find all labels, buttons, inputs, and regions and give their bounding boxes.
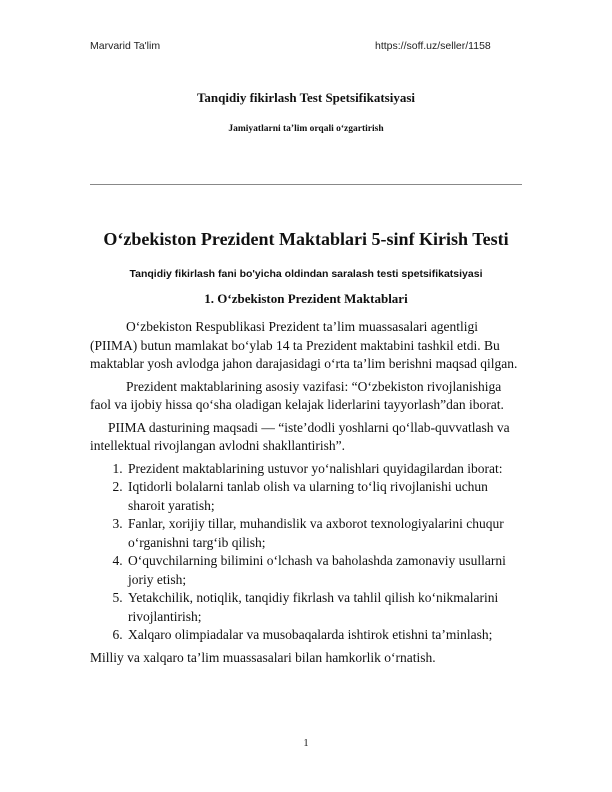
paragraph-3: PIIMA dasturining maqsadi — “iste’dodli yoshlarni qo‘llab-quvvatlash va intellektual rivojlangan avlodni shakllantirish”. [90,419,510,453]
document-subtitle: Jamiyatlarni ta’lim orqali o‘zgartirish [228,124,384,134]
list-item: 5. Yetakchilik, notiqlik, tanqidiy fikrlash va tahlil qilish ko‘nikmalarini rivojlantirish; [126,589,522,626]
priority-list [90,460,522,645]
list-item: 1. Prezident maktablarining ustuvor yo‘nalishlari quyidagilardan iborat: [126,460,522,479]
header-author: Marvarid Ta'lim [90,40,161,52]
document-title: Tanqidiy fikirlash Test Spetsifikatsiyasi [196,90,416,105]
list-item: 2. Iqtidorli bolalarni tanlab olish va ularning to‘liq rivojlanishi uchun sharoit yaratish; [126,478,522,515]
paragraph-4: Milliy va xalqaro ta’lim muassasalari bilan hamkorlik o‘rnatish. [90,649,436,665]
list-item: 3. Fanlar, xorijiy tillar, muhandislik va axborot texnologiyalarini chuqur o‘rganishni targ‘ib qilish; [126,515,522,552]
page-subtitle: Tanqidiy fikirlash fani bo'yicha oldindan saralash testi spetsifikatsiyasi [129,268,483,280]
paragraph-2: Prezident maktablarining asosiy vazifasi: “O‘zbekiston rivojlanishiga faol va ijobiy hissa qo‘sha oladigan kelajak liderlarini tayyorlash”dan iborat. [90,378,504,412]
header-url[interactable]: https://soff.uz/seller/1158 [375,40,491,52]
paragraph-1: O‘zbekiston Respublikasi Prezident ta’lim muassasalari agentligi (PIIMA) butun mamlakat bo‘ylab 14 ta Prezident maktabini tashkil etdi. Bu maktablar yosh avlodga jahon darajasidagi o‘rta ta’lim berishni maqsad qilgan. [90,319,518,371]
page-number: 1 [303,738,309,749]
section-heading: 1. O‘zbekiston Prezident Maktablari [204,291,408,306]
list-item: 6. Xalqaro olimpiadalar va musobaqalarda ishtirok etishni ta’minlash; [126,626,522,645]
page-title: O‘zbekiston Prezident Maktablari 5-sinf Kirish Testi [103,229,509,249]
body-text [90,318,522,671]
list-item: 4. O‘quvchilarning bilimini o‘lchash va baholashda zamonaviy usullarni joriy etish; [126,552,522,589]
horizontal-divider [90,184,522,185]
